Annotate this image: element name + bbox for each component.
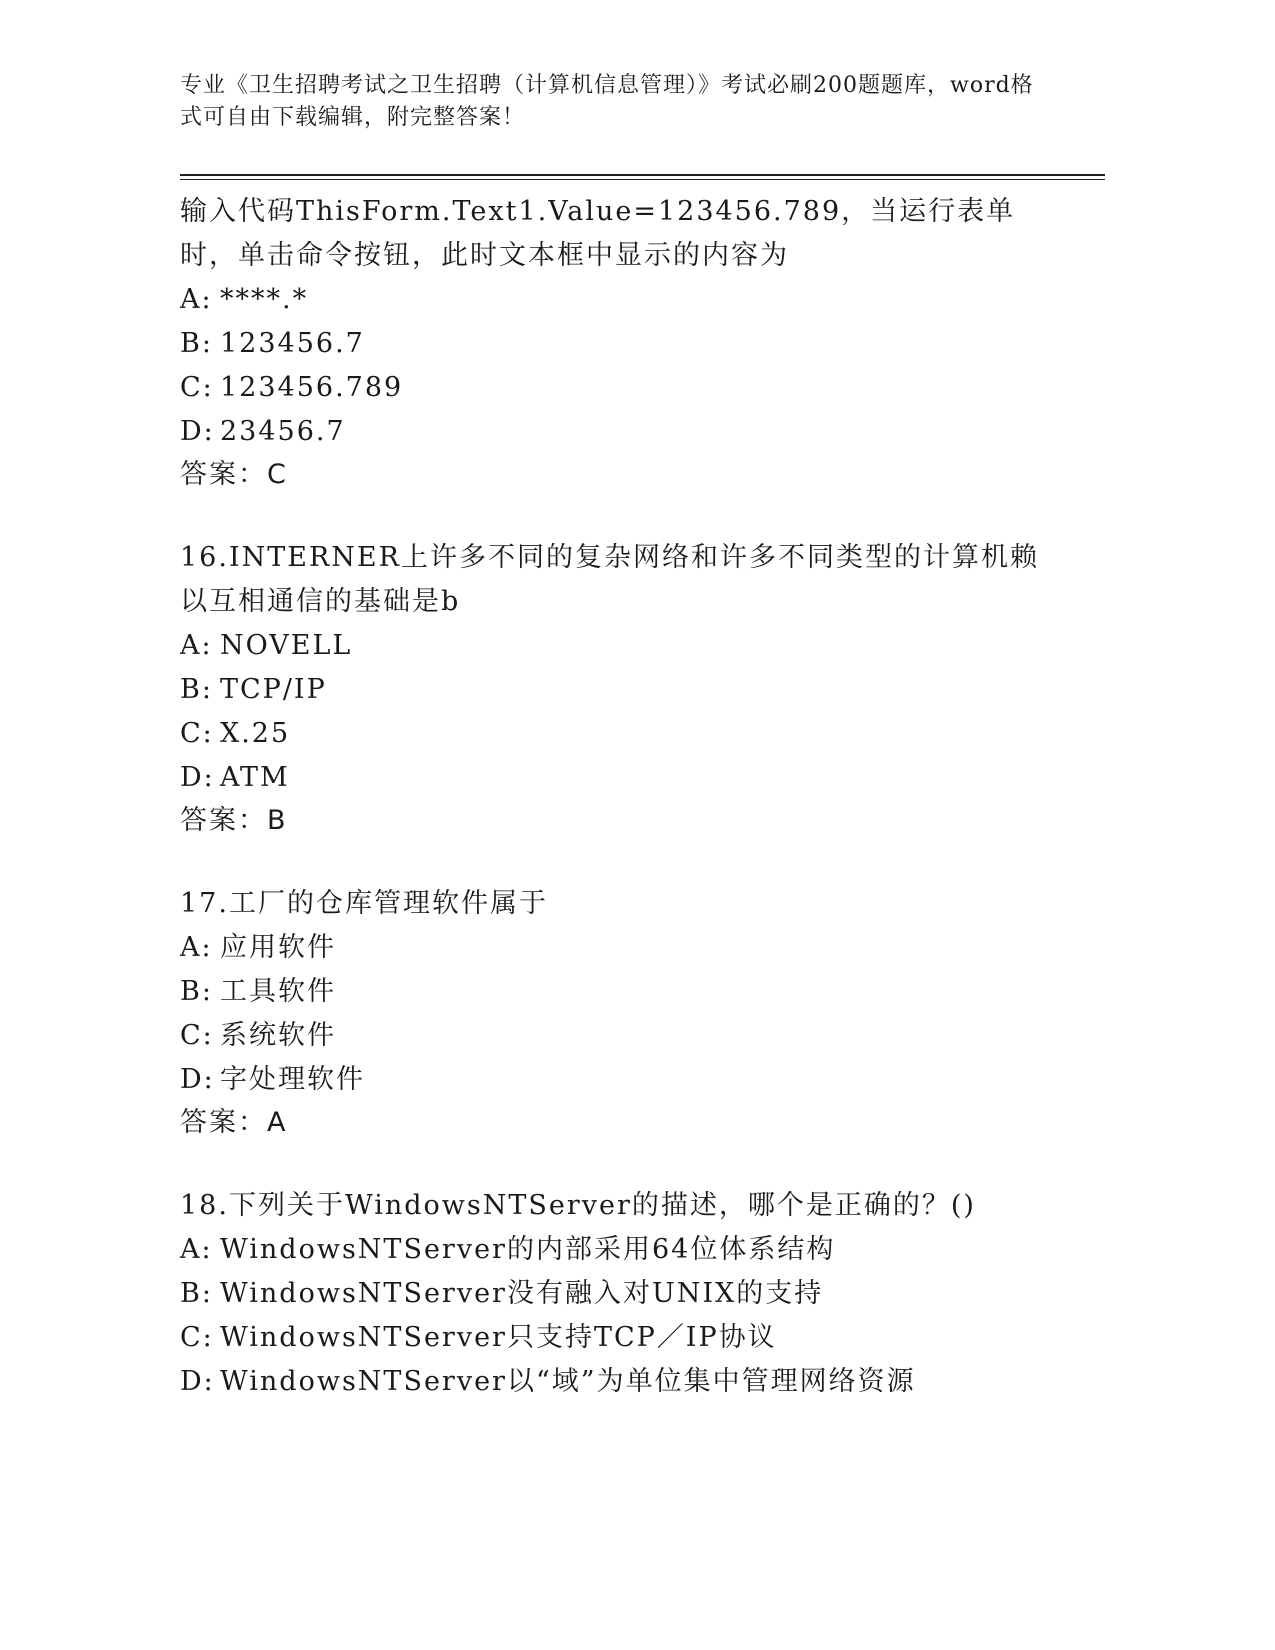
option-c bbox=[180, 712, 1105, 756]
question-block bbox=[180, 190, 1105, 496]
option-text: WindowsNTServer只支持TCP／IP协议 bbox=[220, 1322, 777, 1353]
option-text: ****.* bbox=[220, 284, 309, 315]
option-d bbox=[180, 756, 1105, 800]
option-letter: B: bbox=[180, 674, 213, 705]
option-a bbox=[180, 1228, 1105, 1272]
option-letter: C: bbox=[180, 372, 214, 403]
document-page bbox=[180, 70, 1105, 1444]
option-text: X.25 bbox=[220, 718, 291, 749]
option-letter: D: bbox=[180, 1366, 215, 1397]
option-a bbox=[180, 926, 1105, 970]
question-block bbox=[180, 882, 1105, 1144]
question-text: 16.INTERNER上许多不同的复杂网络和许多不同类型的计算机赖以互相通信的基础是b bbox=[180, 542, 1039, 617]
answer-line: 答案：C bbox=[180, 459, 288, 490]
option-b bbox=[180, 1272, 1105, 1316]
option-c bbox=[180, 1316, 1105, 1360]
option-letter: B: bbox=[180, 328, 213, 359]
option-letter: A: bbox=[180, 1234, 213, 1265]
question-text: 输入代码ThisForm.Text1.Value=123456.789，当运行表单时，单击命令按钮，此时文本框中显示的内容为 bbox=[180, 196, 1016, 271]
option-text: WindowsNTServer以“域”为单位集中管理网络资源 bbox=[220, 1366, 916, 1397]
answer-line: 答案：B bbox=[180, 805, 288, 836]
option-b bbox=[180, 668, 1105, 712]
option-text: 工具软件 bbox=[220, 976, 336, 1007]
option-letter: D: bbox=[180, 762, 215, 793]
option-letter: D: bbox=[180, 416, 215, 447]
document-header: 专业《卫生招聘考试之卫生招聘（计算机信息管理）》考试必刷200题题库，word格式可自由下载编辑，附完整答案！ bbox=[180, 73, 1034, 130]
option-letter: C: bbox=[180, 718, 214, 749]
question-text: 18.下列关于WindowsNTServer的描述，哪个是正确的？() bbox=[180, 1190, 976, 1221]
option-text: 字处理软件 bbox=[220, 1064, 365, 1095]
option-text: 123456.789 bbox=[220, 372, 404, 403]
option-letter: B: bbox=[180, 976, 213, 1007]
question-text: 17.工厂的仓库管理软件属于 bbox=[180, 888, 548, 919]
option-d bbox=[180, 1360, 1105, 1404]
option-d bbox=[180, 410, 1105, 454]
option-text: 系统软件 bbox=[220, 1020, 336, 1051]
option-a bbox=[180, 278, 1105, 322]
option-c bbox=[180, 366, 1105, 410]
option-text: 应用软件 bbox=[220, 932, 336, 963]
option-text: WindowsNTServer没有融入对UNIX的支持 bbox=[220, 1278, 824, 1309]
option-letter: C: bbox=[180, 1322, 214, 1353]
option-a bbox=[180, 624, 1105, 668]
question-block bbox=[180, 1184, 1105, 1404]
option-text: 23456.7 bbox=[220, 416, 346, 447]
option-text: NOVELL bbox=[220, 630, 353, 661]
option-b bbox=[180, 970, 1105, 1014]
option-d bbox=[180, 1058, 1105, 1102]
option-letter: A: bbox=[180, 932, 213, 963]
option-letter: A: bbox=[180, 284, 213, 315]
header-divider bbox=[180, 174, 1105, 180]
answer-line: 答案：A bbox=[180, 1107, 288, 1138]
option-letter: C: bbox=[180, 1020, 214, 1051]
question-block bbox=[180, 536, 1105, 842]
option-letter: A: bbox=[180, 630, 213, 661]
option-text: 123456.7 bbox=[220, 328, 365, 359]
option-c bbox=[180, 1014, 1105, 1058]
option-text: WindowsNTServer的内部采用64位体系结构 bbox=[220, 1234, 836, 1265]
option-text: TCP/IP bbox=[220, 674, 327, 705]
option-b bbox=[180, 322, 1105, 366]
option-letter: D: bbox=[180, 1064, 215, 1095]
option-letter: B: bbox=[180, 1278, 213, 1309]
option-text: ATM bbox=[220, 762, 290, 793]
